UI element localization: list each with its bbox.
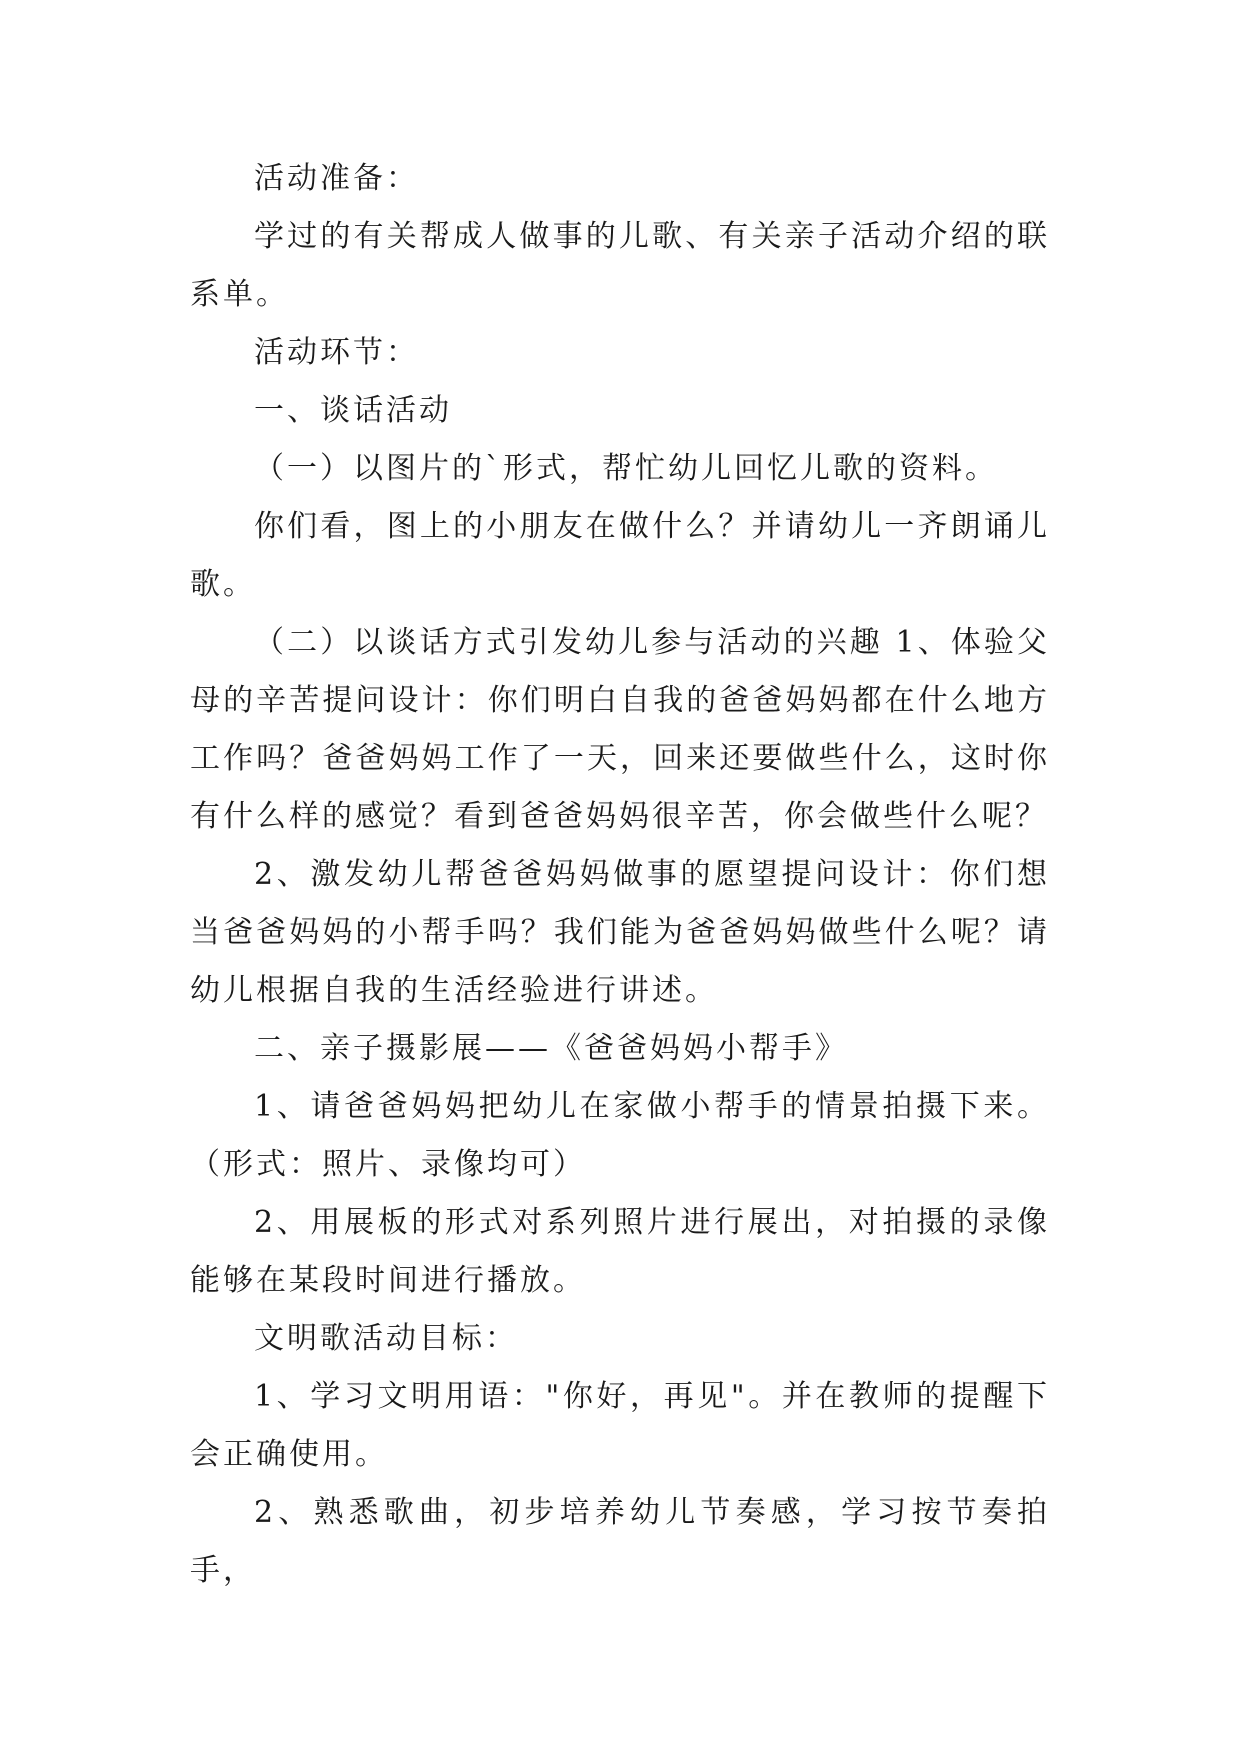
paragraph-subsection-two: （二）以谈话方式引发幼儿参与活动的兴趣 1、体验父母的辛苦提问设计：你们明白自我的爸爸妈妈都在什么地方工作吗？爸爸妈妈工作了一天，回来还要做些什么，这时你有什么样的感觉？看到爸爸妈妈很辛苦，你会做些什么呢？ bbox=[190, 625, 1050, 834]
paragraph-photo-step-one: 1、请爸爸妈妈把幼儿在家做小帮手的情景拍摄下来。（形式：照片、录像均可） bbox=[190, 1089, 1050, 1182]
paragraph-question-picture: 你们看，图上的小朋友在做什么？并请幼儿一齐朗诵儿歌。 bbox=[190, 509, 1050, 602]
paragraph-activity-steps-heading: 活动环节： bbox=[254, 335, 419, 370]
paragraph-section-one-heading: 一、谈话活动 bbox=[254, 393, 452, 428]
paragraph-photo-step-two: 2、用展板的形式对系列照片进行展出，对拍摄的录像能够在某段时间进行播放。 bbox=[190, 1205, 1050, 1298]
paragraph-goal-two: 2、熟悉歌曲，初步培养幼儿节奏感，学习按节奏拍手， bbox=[190, 1495, 1050, 1588]
paragraph-goal-one: 1、学习文明用语："你好，再见"。并在教师的提醒下会正确使用。 bbox=[190, 1379, 1050, 1472]
paragraph-subsection-one: （一）以图片的`形式，帮忙幼儿回忆儿歌的资料。 bbox=[254, 451, 998, 486]
paragraph-section-two-heading: 二、亲子摄影展——《爸爸妈妈小帮手》 bbox=[254, 1031, 848, 1066]
paragraph-preparation-content: 学过的有关帮成人做事的儿歌、有关亲子活动介绍的联系单。 bbox=[190, 219, 1050, 312]
paragraph-song-goals-heading: 文明歌活动目标： bbox=[254, 1321, 518, 1356]
document-body bbox=[190, 150, 1050, 1600]
paragraph-preparation-heading: 活动准备： bbox=[254, 161, 419, 196]
paragraph-motivation: 2、激发幼儿帮爸爸妈妈做事的愿望提问设计：你们想当爸爸妈妈的小帮手吗？我们能为爸爸妈妈做些什么呢？请幼儿根据自我的生活经验进行讲述。 bbox=[190, 857, 1050, 1008]
